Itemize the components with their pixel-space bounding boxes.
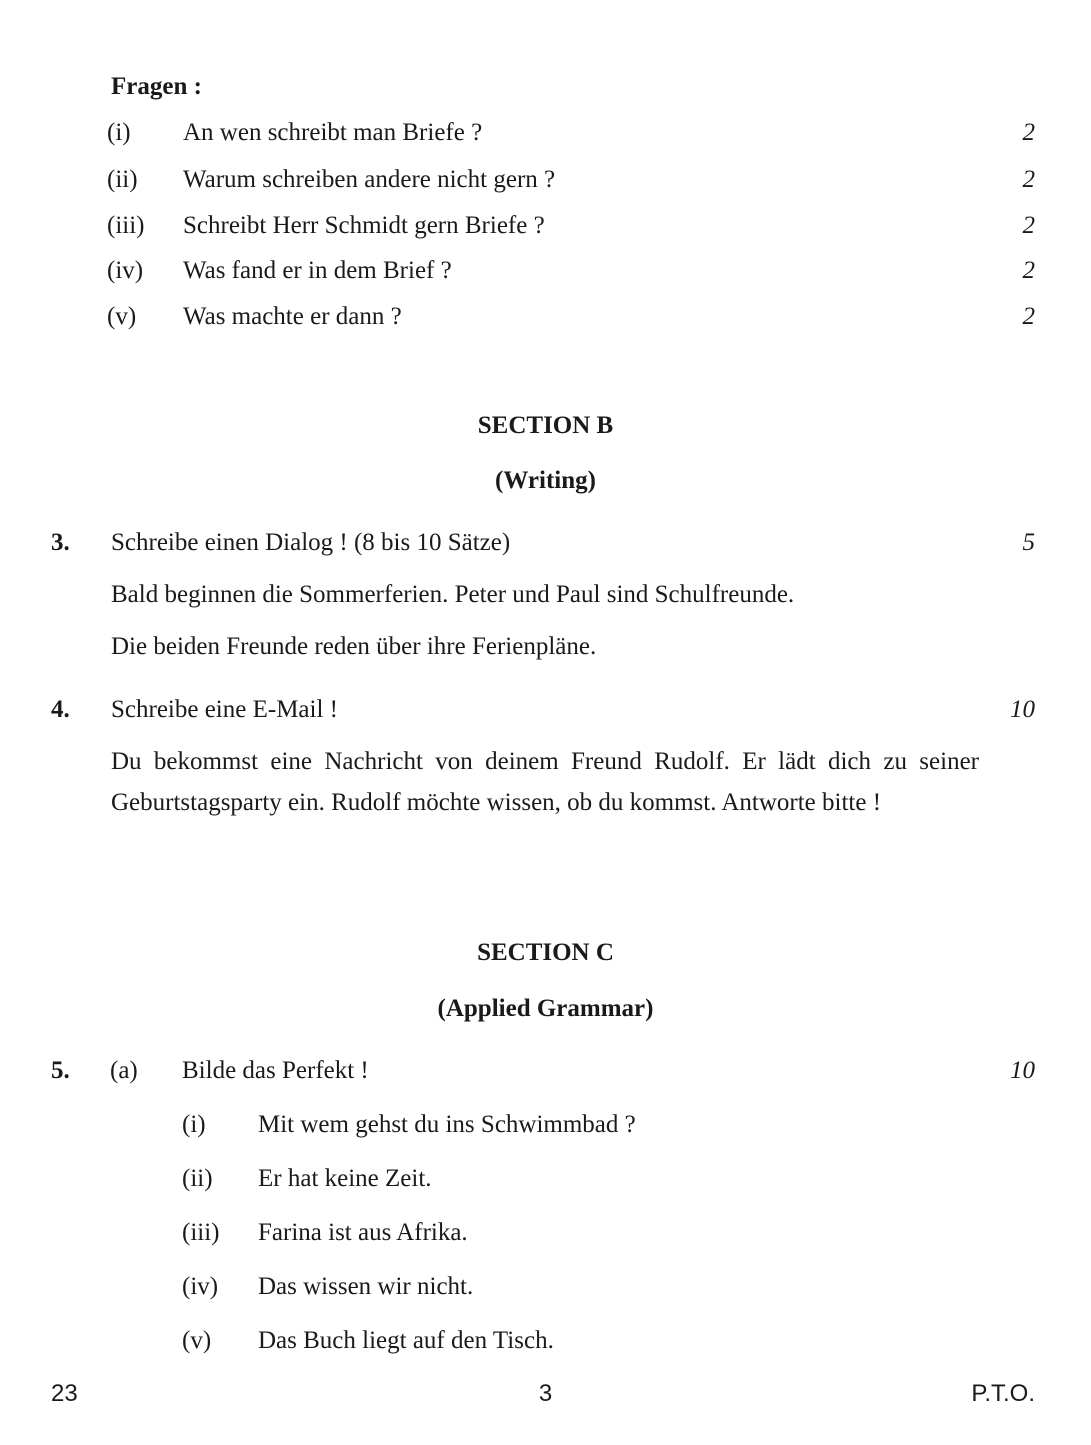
fragen-item-marks: 2 — [1022, 119, 1035, 146]
grammar-item-num: (i) — [182, 1111, 206, 1138]
fragen-item-num: (v) — [107, 303, 137, 330]
question-number: 5. — [51, 1057, 70, 1084]
grammar-item-text: Das Buch liegt auf den Tisch. — [258, 1327, 554, 1354]
question-marks: 10 — [1010, 1057, 1035, 1084]
fragen-item-text: Was machte er dann ? — [183, 303, 402, 330]
fragen-item-marks: 2 — [1022, 303, 1035, 330]
fragen-item-num: (iv) — [107, 257, 144, 284]
question-marks: 5 — [1022, 529, 1035, 556]
fragen-item-marks: 2 — [1022, 166, 1035, 193]
grammar-item-num: (iv) — [182, 1273, 219, 1300]
question-text-line: Die beiden Freunde reden über ihre Ferienpläne. — [111, 633, 597, 660]
fragen-item-text: Warum schreiben andere nicht gern ? — [183, 166, 556, 193]
section-c-subtitle: (Applied Grammar) — [437, 995, 654, 1022]
question-text-line: Bald beginnen die Sommerferien. Peter und Paul sind Schulfreunde. — [111, 581, 795, 608]
section-b-title: SECTION B — [477, 412, 614, 439]
fragen-item-marks: 2 — [1022, 212, 1035, 239]
question-paragraph: Du bekommst eine Nachricht von deinem Freund Rudolf. Er lädt dich zu seiner Geburtstagsparty ein. Rudolf möchte wissen, ob du kommst. Antworte bitte ! — [111, 748, 979, 816]
grammar-item-text: Er hat keine Zeit. — [258, 1165, 432, 1192]
page-code: 23 — [51, 1380, 78, 1407]
question-prompt: Schreibe eine E-Mail ! — [111, 696, 338, 723]
grammar-item-text: Das wissen wir nicht. — [258, 1273, 474, 1300]
question-number: 4. — [51, 696, 70, 723]
grammar-item-text: Mit wem gehst du ins Schwimmbad ? — [258, 1111, 636, 1138]
fragen-heading: Fragen : — [111, 73, 202, 100]
section-c-title: SECTION C — [477, 939, 614, 966]
fragen-item-text: Schreibt Herr Schmidt gern Briefe ? — [183, 212, 545, 239]
grammar-item-num: (ii) — [182, 1165, 213, 1192]
question-part: (a) — [110, 1057, 138, 1084]
grammar-item-num: (iii) — [182, 1219, 220, 1246]
question-number: 3. — [51, 529, 70, 556]
question-prompt: Schreibe einen Dialog ! (8 bis 10 Sätze) — [111, 529, 511, 556]
question-marks: 10 — [1010, 696, 1035, 723]
grammar-item-text: Farina ist aus Afrika. — [258, 1219, 468, 1246]
pto-label: P.T.O. — [971, 1380, 1035, 1407]
fragen-item-marks: 2 — [1022, 257, 1035, 284]
grammar-item-num: (v) — [182, 1327, 212, 1354]
fragen-item-num: (iii) — [107, 212, 145, 239]
fragen-item-text: An wen schreibt man Briefe ? — [183, 119, 483, 146]
question-prompt: Bilde das Perfekt ! — [182, 1057, 369, 1084]
fragen-item-text: Was fand er in dem Brief ? — [183, 257, 452, 284]
page-number: 3 — [538, 1380, 553, 1407]
fragen-item-num: (i) — [107, 119, 131, 146]
section-b-subtitle: (Writing) — [495, 467, 596, 494]
fragen-item-num: (ii) — [107, 166, 138, 193]
